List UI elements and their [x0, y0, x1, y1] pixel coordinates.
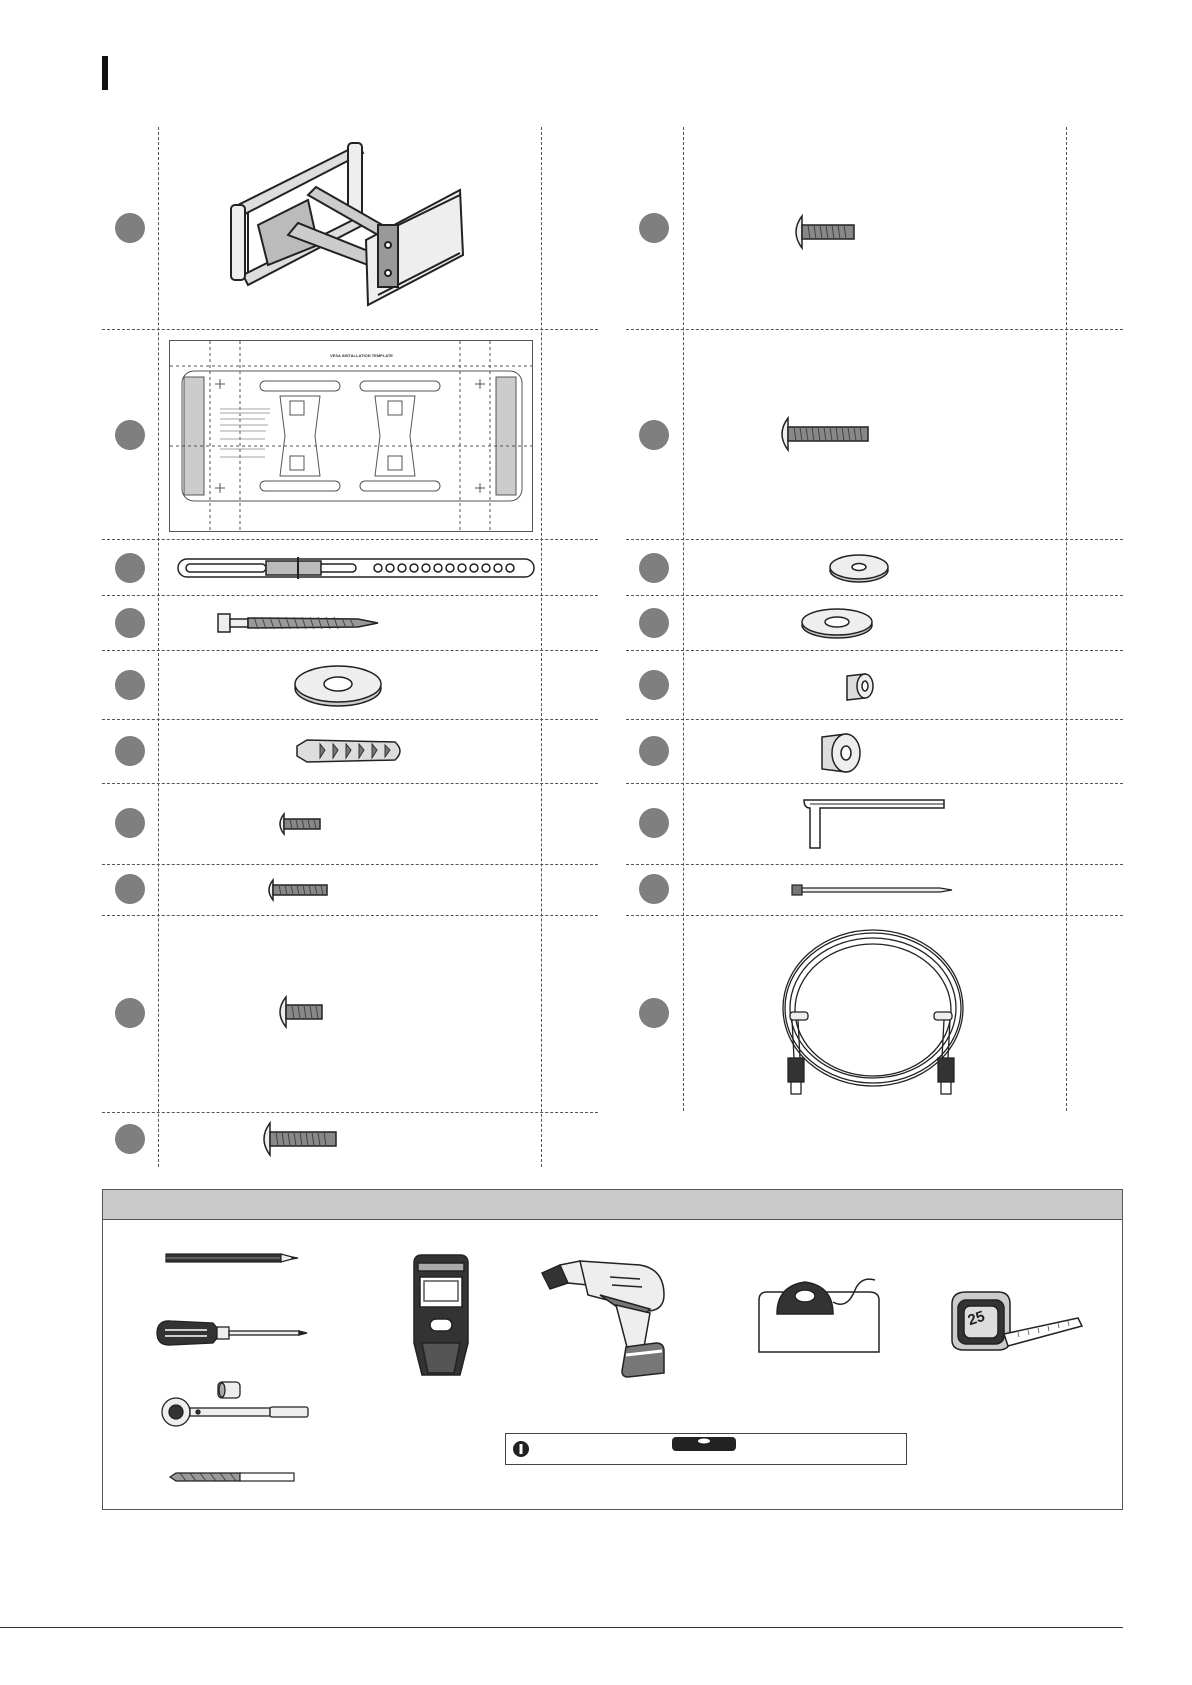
part-marker-circle [115, 808, 145, 838]
part-marker-circle [115, 736, 145, 766]
short-screw-icon [276, 812, 322, 836]
long-screw-icon [258, 1121, 338, 1157]
tools-header [103, 1190, 1122, 1220]
section-marker [102, 56, 108, 90]
wall-mount-bracket-icon [228, 135, 468, 320]
wall-anchor-icon [295, 736, 407, 766]
part-marker-circle [115, 213, 145, 243]
large-spacer-icon [818, 731, 866, 775]
vesa-template-sheet [169, 340, 533, 532]
m-screw-long-icon [776, 416, 870, 452]
part-marker-circle [115, 608, 145, 638]
hdmi-cable-icon [778, 928, 968, 1098]
part-marker-circle [639, 808, 669, 838]
socket-wrench-icon [156, 1378, 312, 1430]
template-title: VESA INSTALLATION TEMPLATE [330, 353, 393, 358]
stud-finder-icon [410, 1253, 472, 1377]
tape-dispenser-icon [757, 1270, 881, 1356]
extension-bar-icon [178, 557, 538, 579]
info-icon [512, 1440, 530, 1458]
part-marker-circle [115, 1124, 145, 1154]
medium-washer-icon [800, 605, 874, 641]
tape-measure-label: 25 [965, 1307, 987, 1330]
part-marker-circle [639, 420, 669, 450]
power-drill-icon [540, 1255, 675, 1379]
allen-key-icon [804, 796, 948, 850]
m-screw-short-icon [790, 214, 856, 250]
spirit-level-icon [672, 1436, 736, 1452]
part-marker-circle [115, 670, 145, 700]
tape-measure-icon [948, 1290, 1084, 1370]
cable-tie-icon [790, 883, 954, 897]
footer-rule [0, 1627, 1123, 1628]
screwdriver-icon [157, 1318, 309, 1348]
part-marker-circle [639, 608, 669, 638]
large-washer-icon [293, 664, 383, 708]
small-washer-icon [828, 551, 890, 585]
medium-screw-icon [265, 878, 329, 902]
pencil-icon [166, 1251, 302, 1265]
part-marker-circle [639, 553, 669, 583]
part-marker-circle [639, 736, 669, 766]
drill-bit-icon [170, 1471, 296, 1483]
part-marker-circle [115, 998, 145, 1028]
part-marker-circle [115, 420, 145, 450]
small-spacer-icon [843, 672, 877, 702]
lag-bolt-icon [218, 612, 380, 634]
part-marker-circle [115, 553, 145, 583]
part-marker-circle [639, 998, 669, 1028]
part-marker-circle [639, 874, 669, 904]
large-head-screw-icon [274, 995, 324, 1029]
part-marker-circle [639, 213, 669, 243]
level-note-box [505, 1433, 907, 1465]
part-marker-circle [115, 874, 145, 904]
part-marker-circle [639, 670, 669, 700]
